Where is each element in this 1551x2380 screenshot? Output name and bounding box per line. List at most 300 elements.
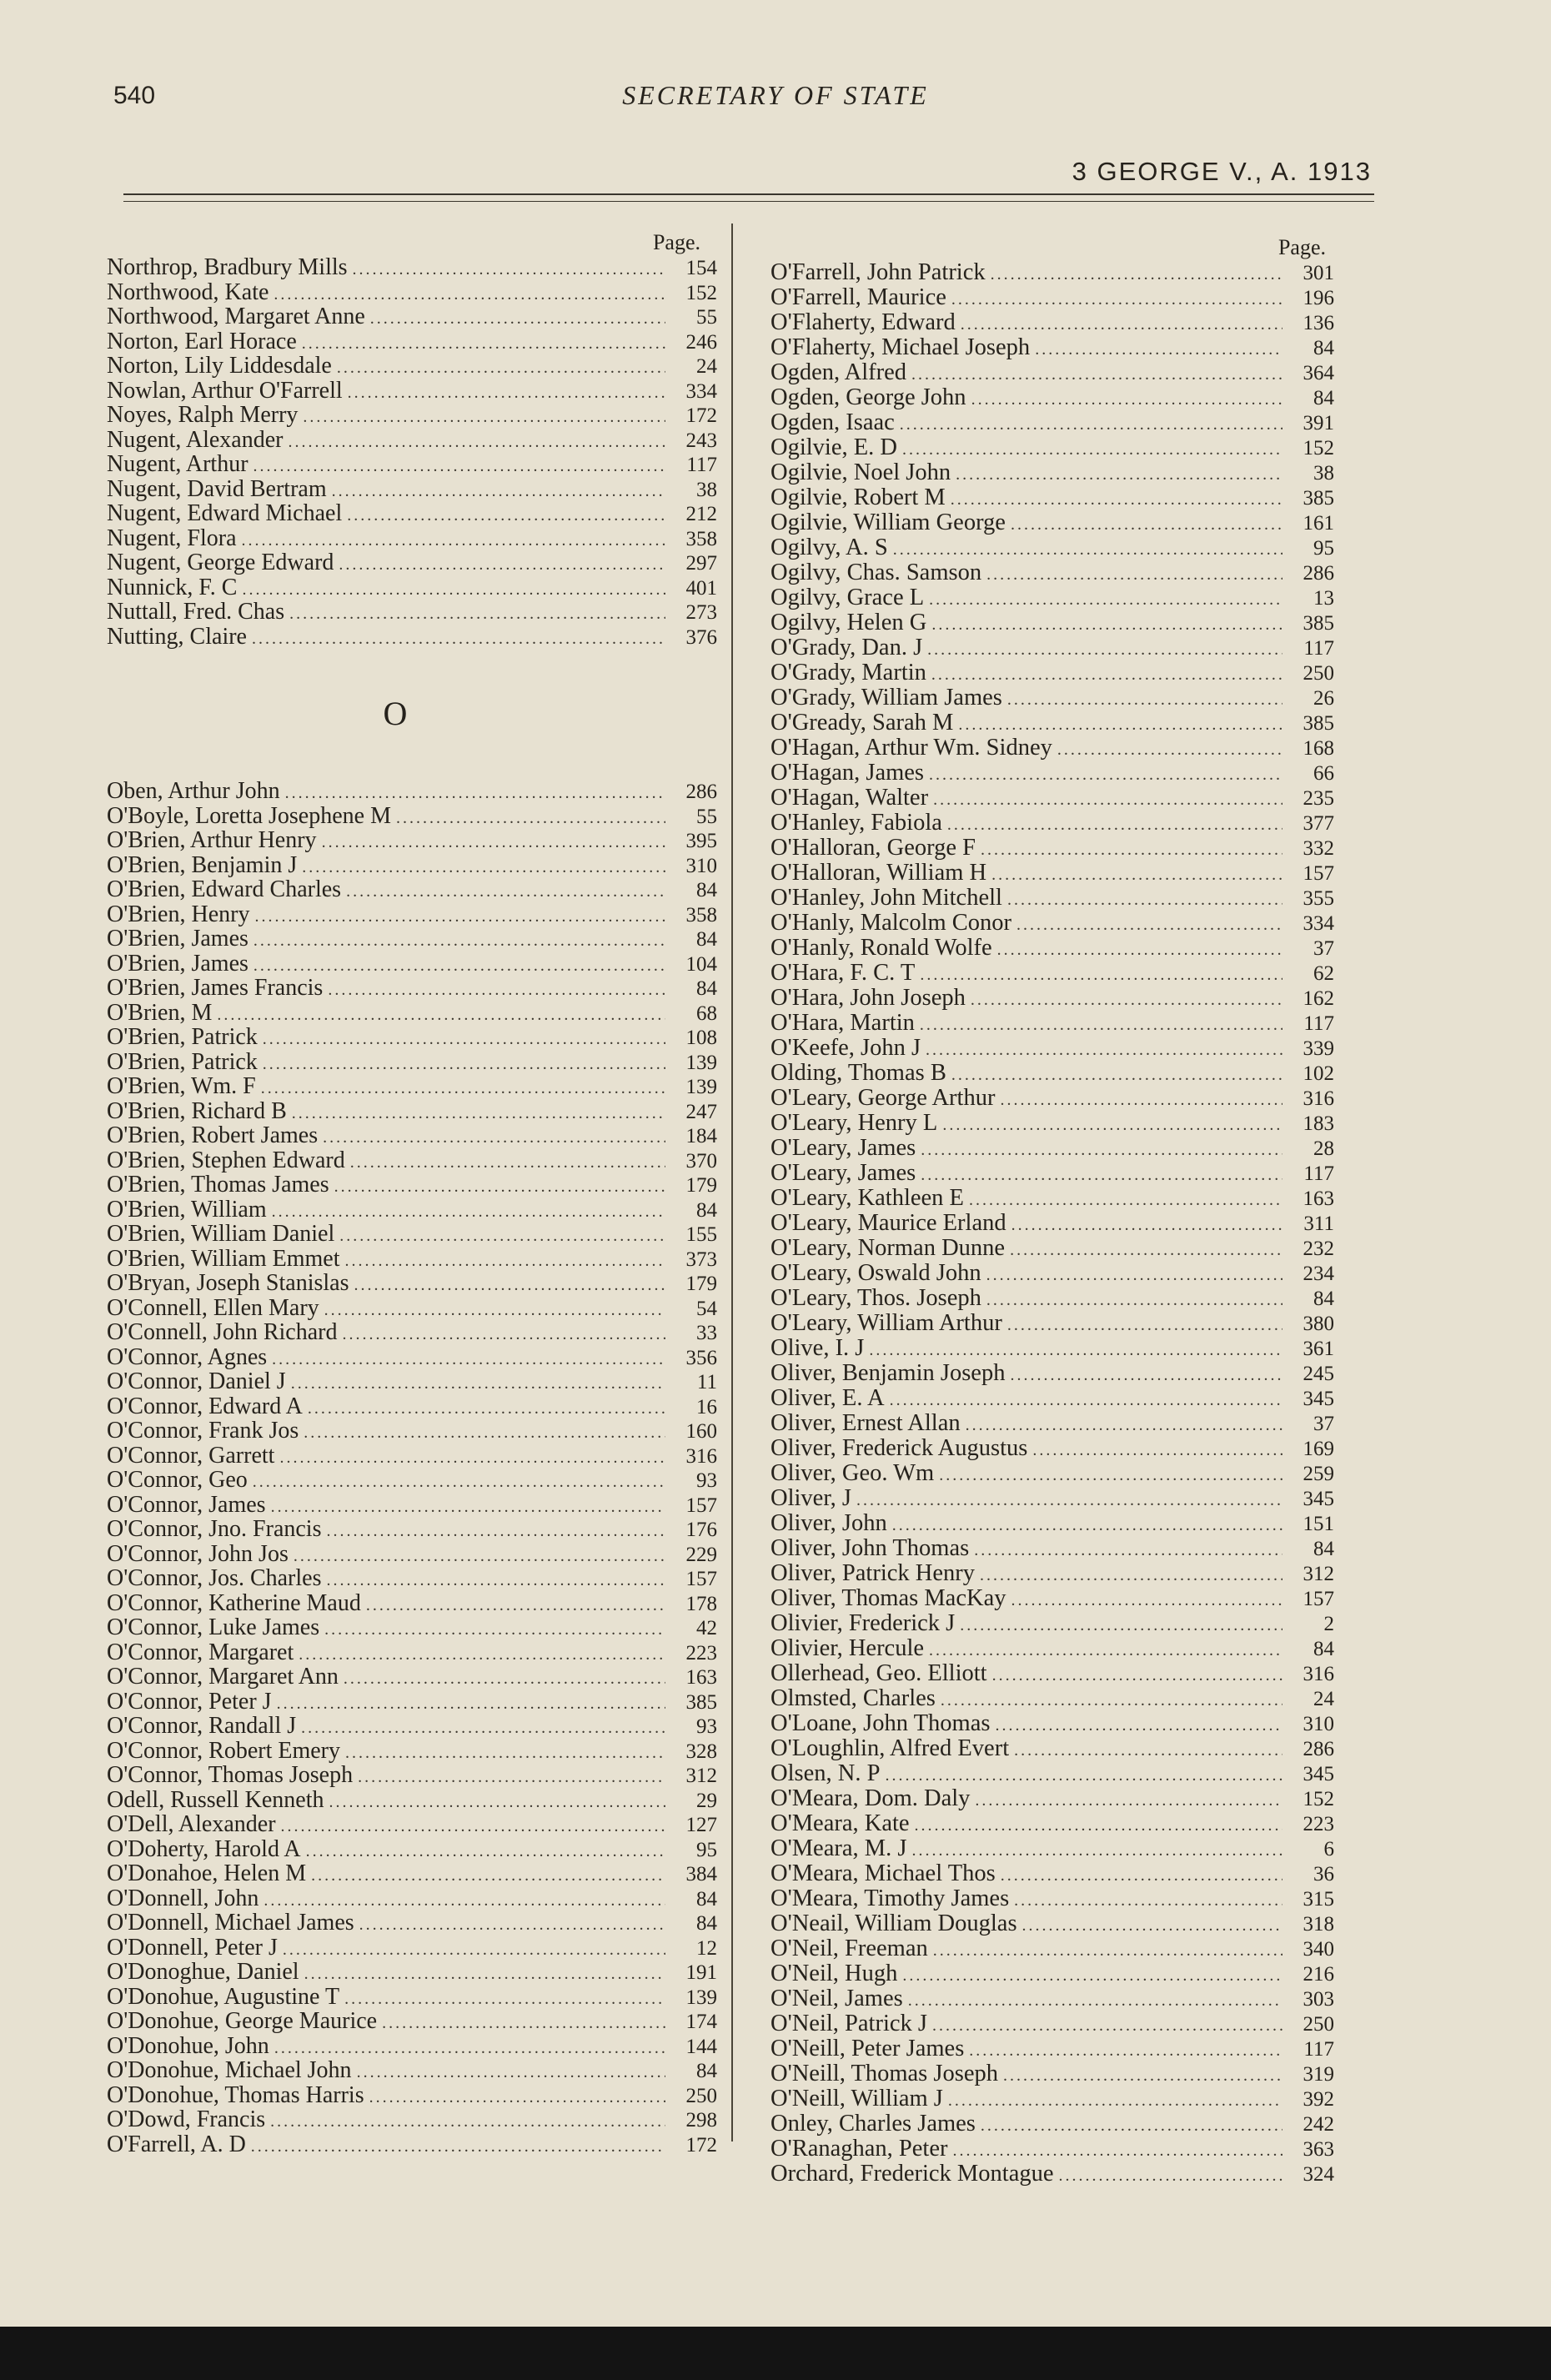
index-entry (107, 1886, 717, 1911)
index-entry (770, 1586, 1334, 1611)
entry-page: 245 (1303, 1363, 1334, 1385)
index-entry (107, 1788, 717, 1813)
entry-name: O'Donnell, John (107, 1885, 259, 1911)
entry-name: O'Leary, George Arthur (770, 1085, 996, 1111)
dot-leader (969, 2038, 1282, 2063)
index-entry (107, 575, 717, 600)
entry-name: O'Connor, James (107, 1491, 266, 1518)
entry-page: 62 (1313, 962, 1334, 985)
entry-page: 36 (1313, 1863, 1334, 1885)
entry-name: O'Hara, John Joseph (770, 985, 966, 1011)
dot-leader (900, 412, 1282, 437)
index-entry (107, 1714, 717, 1739)
index-entry (107, 2107, 717, 2132)
entry-name: O'Connor, John Jos (107, 1540, 289, 1567)
index-entry (107, 550, 717, 575)
entry-name: O'Donohue, Thomas Harris (107, 2081, 364, 2108)
entry-name: O'Neil, Hugh (770, 1961, 898, 1986)
index-entry (770, 1611, 1334, 1636)
entry-page: 84 (1313, 1538, 1334, 1560)
dot-leader (971, 987, 1282, 1012)
entry-page: 42 (696, 1617, 717, 1639)
entry-page: 117 (686, 454, 717, 476)
entry-name: Nuttall, Fred. Chas (107, 599, 285, 625)
index-entry (770, 285, 1334, 310)
index-entry (770, 1561, 1334, 1586)
dot-leader (932, 2013, 1282, 2038)
entry-page: 95 (696, 1838, 717, 1861)
entry-page: 84 (696, 2060, 717, 2082)
entry-page: 84 (1313, 337, 1334, 359)
entry-name: O'Connor, Katherine Maud (107, 1589, 361, 1616)
dot-leader (929, 762, 1282, 787)
entry-name: Ogilvie, William George (770, 510, 1006, 535)
entry-name: Nugent, Arthur (107, 451, 248, 477)
dot-leader (933, 787, 1282, 812)
dot-leader (261, 1077, 665, 1102)
entry-page: 84 (696, 1912, 717, 1935)
entry-page: 163 (685, 1666, 717, 1689)
dot-leader (271, 1495, 665, 1520)
header-rule-thin (123, 201, 1374, 202)
dot-leader (292, 1102, 665, 1127)
index-entry (107, 1861, 717, 1886)
index-entry (107, 1025, 717, 1050)
right-column (770, 235, 1334, 2187)
entry-name: Ogilvie, E. D (770, 434, 897, 460)
dot-leader (396, 806, 665, 831)
entry-name: O'Connor, Thomas Joseph (107, 1762, 354, 1788)
dot-leader (369, 2086, 665, 2111)
entry-name: O'Gready, Sarah M (770, 710, 954, 736)
entry-page: 223 (685, 1641, 717, 1664)
dot-leader (306, 1840, 665, 1865)
entry-name: O'Loughlin, Alfred Evert (770, 1735, 1010, 1761)
entry-page: 340 (1303, 1938, 1334, 1961)
index-entry (107, 1615, 717, 1640)
dot-leader (986, 1288, 1282, 1313)
index-entry (770, 1436, 1334, 1461)
dot-leader (942, 1112, 1282, 1137)
index-entry (770, 1511, 1334, 1536)
index-entry (107, 2009, 717, 2034)
entry-page: 246 (685, 330, 717, 354)
dot-leader (254, 905, 665, 930)
entry-name: Olding, Thomas B (770, 1060, 946, 1086)
entry-name: Oliver, Frederick Augustus (770, 1435, 1028, 1461)
entry-page: 223 (1303, 1813, 1334, 1835)
index-entry (770, 986, 1334, 1011)
entry-name: O'Halloran, George F (770, 835, 976, 861)
dot-leader (952, 2138, 1282, 2163)
entry-page: 395 (685, 830, 717, 852)
entry-name: O'Brien, William (107, 1196, 267, 1223)
index-entry (107, 1369, 717, 1394)
entry-name: O'Grady, Dan. J (770, 635, 923, 660)
entry-page: 154 (685, 257, 717, 279)
entry-page: 95 (1313, 537, 1334, 560)
entry-page: 339 (1303, 1037, 1334, 1060)
dot-leader (299, 1643, 665, 1668)
index-entry (770, 836, 1334, 861)
entry-page: 316 (1303, 1663, 1334, 1685)
index-entry (770, 2036, 1334, 2061)
entry-page: 161 (1303, 512, 1334, 535)
entry-page: 345 (1303, 1763, 1334, 1785)
dot-leader (1000, 1087, 1282, 1112)
entry-name: Northwood, Kate (107, 279, 269, 305)
dot-leader (890, 1388, 1282, 1413)
entry-name: Onley, Charles James (770, 2111, 976, 2136)
entry-page: 324 (1303, 2163, 1334, 2186)
entry-name: O'Farrell, John Patrick (770, 259, 986, 285)
entry-name: Oliver, J (770, 1485, 852, 1511)
index-entry (770, 560, 1334, 585)
index-entry (770, 510, 1334, 535)
entry-page: 139 (685, 1076, 717, 1098)
index-entry (107, 403, 717, 428)
entry-name: Olmsted, Charles (770, 1685, 936, 1711)
entry-name: O'Meara, Timothy James (770, 1885, 1010, 1911)
index-entry (770, 1136, 1334, 1161)
dot-leader (921, 1162, 1282, 1187)
entry-page: 364 (1303, 362, 1334, 384)
index-entry (107, 477, 717, 502)
page-number: 540 (113, 82, 156, 109)
entry-page: 184 (685, 1125, 717, 1147)
index-entry (107, 804, 717, 829)
dot-leader (358, 1765, 665, 1790)
entry-page: 157 (1303, 1588, 1334, 1610)
dot-leader (382, 2011, 665, 2036)
entry-page: 6 (1323, 1838, 1334, 1860)
entry-page: 152 (1303, 1788, 1334, 1810)
entry-page: 172 (685, 2133, 717, 2157)
dot-leader (966, 1413, 1282, 1438)
index-entry (770, 635, 1334, 660)
entry-name: O'Leary, Kathleen E (770, 1185, 964, 1211)
index-entry (770, 385, 1334, 410)
entry-page: 345 (1303, 1488, 1334, 1510)
index-entry (107, 501, 717, 526)
index-entry (107, 1198, 717, 1223)
entry-page: 84 (1313, 1638, 1334, 1660)
entry-page: 104 (685, 952, 717, 976)
dot-leader (328, 978, 665, 1003)
index-entry (770, 1161, 1334, 1186)
entry-name: O'Doherty, Harold A (107, 1835, 301, 1862)
index-entry (770, 1911, 1334, 1936)
index-entry (770, 1036, 1334, 1061)
entry-page: 311 (1303, 1213, 1334, 1235)
dot-leader (291, 1372, 665, 1397)
dot-leader (323, 1126, 665, 1151)
dot-leader (339, 1224, 665, 1249)
index-entry (770, 1336, 1334, 1361)
index-entry (770, 2136, 1334, 2162)
index-entry (770, 1761, 1334, 1786)
dot-leader (370, 307, 665, 332)
index-entry (770, 1661, 1334, 1686)
entry-name: O'Brien, William Daniel (107, 1221, 335, 1247)
index-entry (770, 911, 1334, 936)
index-entry (770, 936, 1334, 961)
dot-leader (947, 812, 1282, 837)
entry-page: 183 (1303, 1112, 1334, 1135)
dot-leader (334, 1175, 665, 1200)
index-entry (107, 1050, 717, 1075)
dot-leader (929, 1638, 1282, 1663)
index-list-n (107, 255, 717, 649)
entry-page: 38 (1313, 462, 1334, 485)
index-entry (770, 710, 1334, 736)
dot-leader (339, 553, 665, 578)
index-entry (770, 1886, 1334, 1911)
dot-leader (960, 1613, 1282, 1638)
dot-leader (304, 1421, 665, 1446)
index-entry (107, 354, 717, 379)
entry-page: 178 (685, 1592, 717, 1615)
dot-leader (342, 1323, 665, 1348)
entry-page: 117 (1303, 2038, 1334, 2061)
index-entry (770, 310, 1334, 335)
dot-leader (337, 356, 665, 381)
entry-page: 16 (696, 1395, 717, 1418)
entry-name: O'Leary, Oswald John (770, 1260, 981, 1286)
dot-leader (961, 312, 1282, 337)
index-entry (107, 1222, 717, 1247)
index-entry (770, 260, 1334, 285)
index-entry (770, 1961, 1334, 1986)
entry-page: 312 (1303, 1563, 1334, 1585)
dot-leader (346, 880, 665, 905)
entry-name: Ogden, George John (770, 384, 966, 410)
dot-leader (975, 1788, 1282, 1813)
dot-leader (329, 1790, 665, 1815)
dot-leader (929, 587, 1282, 612)
dot-leader (920, 1012, 1282, 1037)
entry-page: 33 (696, 1322, 717, 1344)
index-entry (770, 1186, 1334, 1211)
index-entry (107, 976, 717, 1001)
entry-name: O'Brien, James (107, 950, 248, 977)
dot-leader (366, 1594, 665, 1619)
dot-leader (217, 1003, 665, 1028)
entry-name: Oliver, John (770, 1510, 887, 1536)
dot-leader (263, 1052, 665, 1077)
index-entry (770, 2061, 1334, 2086)
entry-page: 84 (696, 977, 717, 1000)
index-entry (107, 951, 717, 977)
entry-page: 286 (1303, 562, 1334, 585)
entry-page: 358 (685, 903, 717, 926)
dot-leader (908, 1988, 1282, 2013)
entry-name: Nutting, Claire (107, 623, 247, 650)
dot-leader (981, 837, 1282, 862)
entry-name: Norton, Lily Liddesdale (107, 353, 332, 379)
index-entry (107, 2058, 717, 2083)
dot-leader (931, 662, 1282, 687)
index-list-o-continued (770, 260, 1334, 2187)
entry-name: O'Grady, William James (770, 685, 1002, 710)
entry-page: 38 (696, 478, 717, 501)
entry-page: 172 (685, 404, 717, 427)
index-entry (107, 1296, 717, 1321)
entry-name: O'Hara, Martin (770, 1010, 915, 1036)
dot-leader (283, 1938, 665, 1963)
index-entry (770, 685, 1334, 710)
entry-page: 84 (1313, 387, 1334, 409)
index-entry (770, 2086, 1334, 2111)
index-entry (107, 1739, 717, 1764)
index-entry (107, 1247, 717, 1272)
index-entry (770, 2111, 1334, 2136)
entry-name: O'Neil, Patrick J (770, 2011, 927, 2036)
entry-page: 136 (1303, 312, 1334, 334)
entry-page: 376 (685, 625, 717, 649)
entry-name: O'Leary, James (770, 1160, 916, 1186)
dot-leader (354, 1273, 665, 1298)
index-entry (770, 1011, 1334, 1036)
dot-leader (974, 1538, 1282, 1563)
entry-page: 66 (1313, 762, 1334, 785)
index-entry (107, 1763, 717, 1788)
entry-name: Orchard, Frederick Montague (770, 2161, 1054, 2187)
index-entry (770, 1061, 1334, 1086)
index-entry (107, 1123, 717, 1148)
dot-leader (357, 2061, 665, 2086)
entry-name: O'Neill, Peter James (770, 2036, 965, 2061)
index-entry (770, 1986, 1334, 2011)
index-entry (107, 2034, 717, 2059)
entry-page: 316 (685, 1444, 717, 1468)
dot-leader (931, 612, 1282, 637)
entry-page: 37 (1313, 937, 1334, 960)
entry-page: 316 (1303, 1087, 1334, 1110)
entry-page: 392 (1303, 2088, 1334, 2111)
entry-name: O'Connell, Ellen Mary (107, 1294, 319, 1321)
entry-page: 334 (1303, 912, 1334, 935)
dot-leader (1001, 1863, 1282, 1888)
entry-name: Oliver, Ernest Allan (770, 1410, 961, 1436)
entry-name: O'Connor, Garrett (107, 1442, 275, 1469)
dot-leader (353, 258, 665, 283)
index-entry (770, 435, 1334, 460)
entry-page: 234 (1303, 1263, 1334, 1285)
entry-page: 361 (1303, 1338, 1334, 1360)
entry-page: 179 (685, 1273, 717, 1295)
dot-leader (251, 2135, 665, 2160)
index-entry (107, 1074, 717, 1099)
entry-name: Olsen, N. P (770, 1760, 881, 1786)
dot-leader (277, 1692, 665, 1717)
index-entry (770, 1686, 1334, 1711)
dot-leader (1011, 1588, 1282, 1613)
entry-page: 312 (685, 1765, 717, 1787)
entry-page: 301 (1303, 262, 1334, 284)
index-entry (770, 1261, 1334, 1286)
entry-name: Noyes, Ralph Merry (107, 402, 299, 428)
entry-page: 157 (1303, 862, 1334, 885)
entry-page: 102 (1303, 1062, 1334, 1085)
entry-name: O'Connell, John Richard (107, 1319, 338, 1345)
entry-name: O'Leary, William Arthur (770, 1310, 1002, 1336)
dot-leader (1035, 337, 1282, 362)
dot-leader (986, 562, 1282, 587)
entry-page: 243 (685, 429, 717, 452)
dot-leader (294, 1544, 665, 1569)
index-entry (770, 811, 1334, 836)
entry-page: 363 (1303, 2138, 1334, 2161)
dot-leader (263, 1027, 665, 1052)
entry-page: 377 (1303, 812, 1334, 835)
entry-name: O'Donoghue, Daniel (107, 1959, 299, 1985)
entry-name: Ogilvie, Robert M (770, 485, 946, 510)
entry-name: O'Connor, Randall J (107, 1713, 297, 1739)
dot-leader (893, 537, 1282, 562)
index-entry (107, 853, 717, 878)
entry-name: Ogilvie, Noel John (770, 459, 951, 485)
entry-name: O'Brien, Benjamin J (107, 851, 298, 878)
entry-page: 303 (1303, 1988, 1334, 2011)
entry-name: Oliver, Patrick Henry (770, 1560, 975, 1586)
entry-name: O'Neil, James (770, 1986, 903, 2011)
entry-name: O'Brien, James (107, 926, 248, 951)
index-entry (770, 410, 1334, 435)
index-entry (107, 1148, 717, 1173)
dot-leader (1007, 687, 1282, 712)
dot-leader (915, 1813, 1282, 1838)
index-entry (107, 1172, 717, 1198)
entry-name: O'Brien, M (107, 999, 213, 1026)
index-entry (107, 828, 717, 853)
entry-page: 332 (1303, 837, 1334, 860)
entry-name: O'Meara, M. J (770, 1835, 907, 1861)
dot-leader (1059, 2163, 1283, 2188)
entry-name: O'Connor, Daniel J (107, 1368, 286, 1394)
entry-name: O'Hara, F. C. T (770, 960, 916, 986)
entry-name: Ogilvy, Grace L (770, 585, 925, 610)
entry-page: 169 (1303, 1438, 1334, 1460)
index-entry (107, 1345, 717, 1370)
entry-name: O'Connor, Margaret Ann (107, 1664, 339, 1690)
entry-page: 28 (1313, 1137, 1334, 1160)
entry-name: O'Flaherty, Michael Joseph (770, 334, 1031, 360)
index-entry (770, 1461, 1334, 1486)
dot-leader (971, 387, 1282, 412)
entry-page: 310 (685, 854, 717, 877)
dot-leader (242, 578, 665, 603)
entry-name: Nugent, Flora (107, 525, 237, 551)
entry-page: 152 (685, 281, 717, 304)
index-entry (770, 1836, 1334, 1861)
index-entry (770, 1311, 1334, 1336)
entry-page: 84 (696, 1198, 717, 1222)
index-entry (107, 1936, 717, 1961)
dot-leader (869, 1338, 1282, 1363)
index-entry (107, 329, 717, 354)
dot-leader (941, 1688, 1282, 1713)
index-entry (107, 526, 717, 551)
index-entry (770, 2162, 1334, 2187)
entry-page: 310 (1303, 1713, 1334, 1735)
entry-name: Ogilvy, A. S (770, 535, 888, 560)
dot-leader (995, 1713, 1282, 1738)
dot-leader (289, 430, 666, 455)
entry-page: 157 (685, 1494, 717, 1517)
entry-page: 385 (1303, 612, 1334, 635)
entry-page: 11 (696, 1371, 717, 1393)
